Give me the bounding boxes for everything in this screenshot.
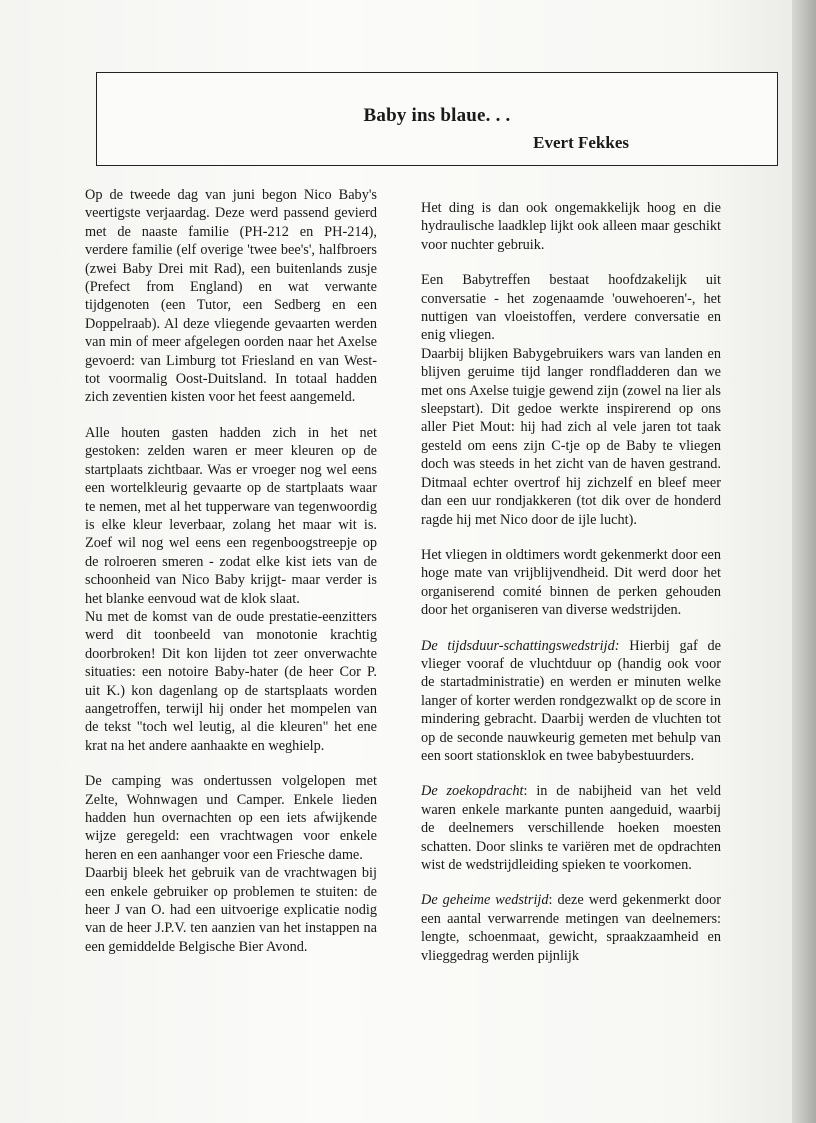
right-column: [421, 199, 721, 982]
competition-title: De zoekopdracht: [421, 783, 524, 800]
article-header-box: [96, 72, 778, 166]
competition-text: Hierbij gaf de vlieger vooraf de vluchtduur op (handig ook voor de startadministratie) en werden er minuten welke langer of korter werden rondgezwalkt op de score in mindering gebracht. Daarbij werden de vluchten tot op de seconde nauwkeurig gemeten met behulp van een soort stationsklok en twee babybestuurders.: [421, 637, 721, 764]
competition-title: De tijdsduur-schattingswedstrijd:: [421, 637, 620, 654]
paragraph: Op de tweede dag van juni begon Nico Baby's veertigste verjaardag. Deze werd passend gevierd met de naaste familie (PH-212 en PH-214), verdere familie (elf overige 'twee bee's', halfbroers (zwei Baby Drei mit Rad), een buitenlands zusje (Prefect from England) en wat verwante tijdgenoten (een Tutor, een Sedberg en een Doppelraab). Al deze vliegende gevaarten werden van min of meer afgelegen oorden naar het Axelse gevoerd: van Limburg tot Friesland en van West- tot voormalig Oost-Duitsland. In totaal hadden zich zeventien kisten voor het feest aangemeld.: [85, 187, 377, 406]
paragraph: Daarbij blijken Babygebruikers wars van landen en blijven geruime tijd langer rondfladderen dan we met ons Axelse tuigje gewend zijn (zowel na lier als sleepstart). Dit gedoe werkte inspirerend op ons aller Piet Mout: hij had zich al vele jaren tot taak gesteld om eens zijn C-tje op de Baby te vliegen doch was steeds in het zicht van de haven gestrand. Ditmaal echter overtrof hij zichzelf en bleef meer dan een uur rondjakkeren (tot dik over de honderd ragde hij met Nico door de ijle lucht).: [421, 345, 721, 528]
paragraph: Een Babytreffen bestaat hoofdzakelijk uit conversatie - het zogenaamde 'ouwehoeren'-, het nuttigen van vloeistoffen, verdere conversatie en enig vliegen.: [421, 272, 721, 344]
paragraph: Nu met de komst van de oude prestatie-eenzitters werd dit toonbeeld van monotonie krachtig doorbroken! Dit kon lijden tot zeer onverwachte situaties: een notoire Baby-hater (de heer Cor P. uit K.) kon dagenlang op de startsplaats worden aangetroffen, terwijl hij onder het mompelen van de tekst "toch wel leutig, al die kleuren" het ene krat na het andere aanhaakte en weghielp.: [85, 608, 377, 754]
competition-text: : deze werd gekenmerkt door een aantal verwarrende metingen van deelnemers: lengte, schoenmaat, gewicht, spraakzaamheid en vlieggedrag werden pijnlijk: [421, 892, 721, 964]
competition-paragraph: [421, 782, 721, 874]
article-author: Evert Fekkes: [533, 133, 629, 152]
left-column: [85, 186, 377, 973]
competition-text: : in de nabijheid van het veld waren enkele markante punten aangeduid, waarbij de deelnemers verschillende hoeken moesten schatten. Door slinks te variëren met de opdrachten wist de wedstrijdleiding spieken te voorkomen.: [421, 783, 721, 873]
article-title: Baby ins blaue. . .: [363, 105, 511, 126]
page-edge-shadow: [792, 0, 816, 1123]
paragraph: Het vliegen in oldtimers wordt gekenmerkt door een hoge mate van vrijblijvendheid. Dit werd door het organiserend comité binnen de perken gehouden door het organiseren van diverse wedstrijden.: [421, 546, 721, 619]
paragraph: Het ding is dan ook ongemakkelijk hoog en die hydraulische laadklep lijkt ook alleen maar geschikt voor nuchter gebruik.: [421, 200, 721, 253]
paragraph: Alle houten gasten hadden zich in het net gestoken: zelden waren er meer kleuren op de startplaats zichtbaar. Was er vroeger nog wel eens een wortelkleurig gevaarte op de startplaats waar te nemen, met al het tupperware van tegenwoordig is elke kleur leverbaar, zolang het maar wit is. Zoef wil nog wel eens een regenboogstreepje op de rolroeren smeren - zodat elke kist iets van de schoonheid van Nico Baby krijgt- maar verder is het blanke eenvoud wat de klok slaat.: [85, 424, 377, 607]
paragraph: De camping was ondertussen volgelopen met Zelte, Wohnwagen und Camper. Enkele lieden hadden hun overnachten op een iets afwijkende wijze geregeld: een vrachtwagen voor enkele heren en een aanhanger voor een Friesche dame.: [85, 773, 377, 863]
paragraph: Daarbij bleek het gebruik van de vrachtwagen bij een enkele gebruiker op problemen te stuiten: de heer J van O. had een uitvoerige explicatie nodig van de heer J.P.V. ten aanzien van het instappen na een gemiddelde Belgische Bier Avond.: [85, 865, 377, 955]
competition-paragraph: [421, 891, 721, 965]
competition-paragraph: [421, 637, 721, 766]
competition-title: De geheime wedstrijd: [421, 892, 549, 909]
